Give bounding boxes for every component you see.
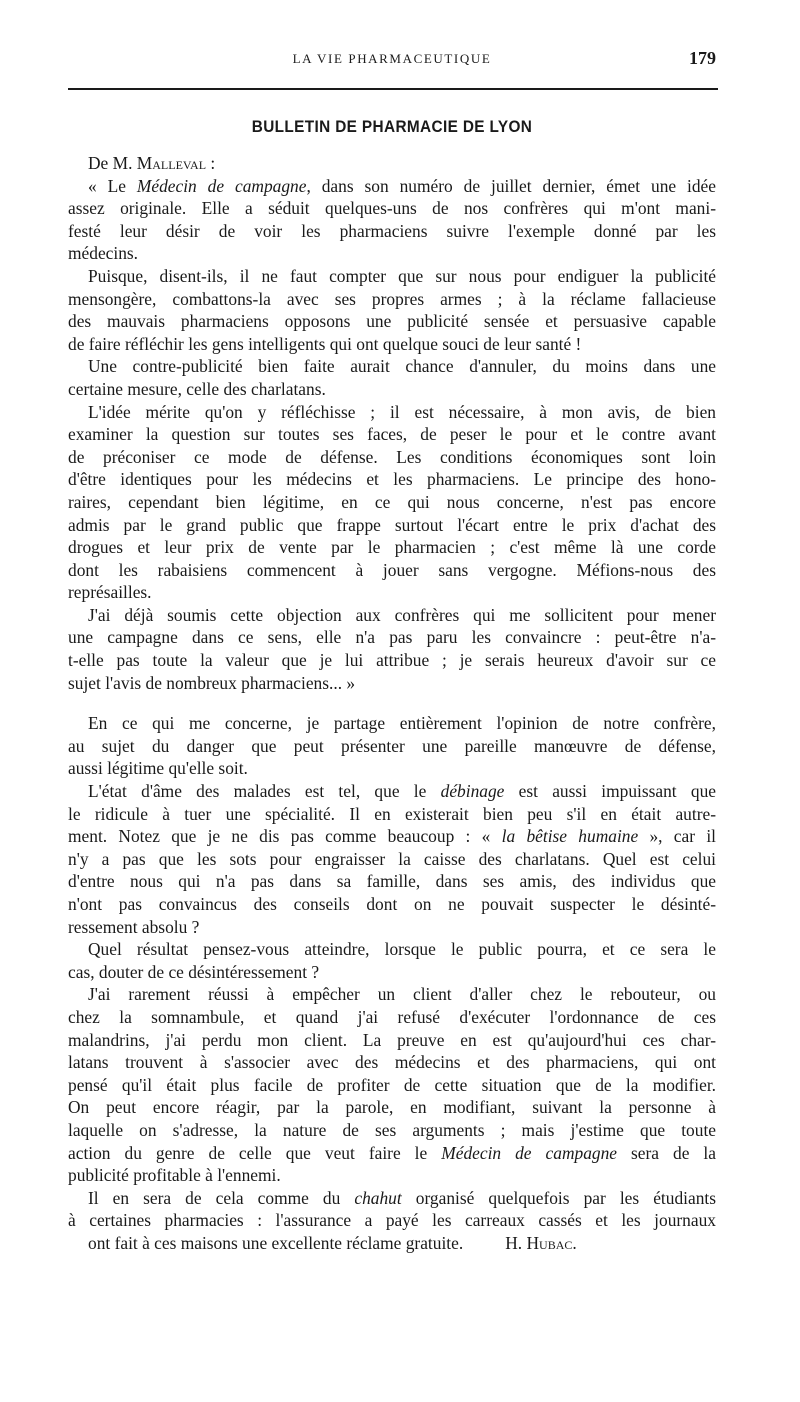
text-segment: « Le xyxy=(88,175,137,196)
article-title: BULLETIN DE PHARMACIE DE LYON xyxy=(251,118,533,136)
signature: H. Hubac. xyxy=(505,1232,577,1253)
section-gap xyxy=(68,694,716,712)
text-line: représailles. xyxy=(68,582,152,603)
italic-term: chahut xyxy=(354,1187,402,1208)
text-line xyxy=(68,825,716,848)
text-line: des mauvais pharmaciens opposons une publicité sensée et persuasive capable xyxy=(68,311,716,332)
text-line xyxy=(68,1142,716,1165)
text-line: J'ai rarement réussi à empêcher un client d'aller chez le rebouteur, ou xyxy=(88,984,716,1005)
text-line: Une contre-publicité bien faite aurait chance d'annuler, du moins dans une xyxy=(88,356,716,377)
author-reply xyxy=(68,712,716,1232)
text-line: médecins. xyxy=(68,243,139,264)
text-line: t-elle pas toute la valeur que je lui attribue ; je serais heureux d'avoir sur ce xyxy=(68,650,716,671)
text-line: Puisque, disent-ils, il ne faut compter que sur nous pour endiguer la publicité xyxy=(88,265,716,286)
text-line: laquelle on s'adresse, la nature de ses arguments ; mais j'estime que toute xyxy=(68,1119,716,1140)
text-line: ressement absolu ? xyxy=(68,916,200,937)
text-line: publicité profitable à l'ennemi. xyxy=(68,1165,281,1186)
byline xyxy=(68,152,716,175)
text-line: festé leur désir de voir les pharmaciens suivre l'exemple donné par les xyxy=(68,220,716,241)
text-line: J'ai déjà soumis cette objection aux confrères qui me sollicitent pour mener xyxy=(88,604,716,625)
text-segment: Il en sera de cela comme du xyxy=(88,1187,355,1208)
text-line: mensongère, combattons-la avec ses propres armes ; à la réclame fallacieuse xyxy=(68,288,716,309)
text-line: malandrins, j'ai perdu mon client. La preuve en est qu'aujourd'hui ces char- xyxy=(68,1029,716,1050)
text-line: admis par le grand public que frappe surtout l'écart entre le prix d'achat des xyxy=(68,514,716,535)
italic-term: Médecin de campagne xyxy=(441,1142,617,1163)
byline-suffix: : xyxy=(206,153,216,173)
article-body xyxy=(68,152,716,1255)
text-line: latans trouvent à s'associer avec des médecins et des pharmaciens, qui ont xyxy=(68,1052,716,1073)
text-segment: », car il xyxy=(638,826,716,847)
text-line: drogues et leur prix de vente par le pharmacien ; c'est même là une corde xyxy=(68,537,716,558)
text-line: une campagne dans ce sens, elle n'a pas paru les convaincre : peut-être n'a- xyxy=(68,627,716,648)
text-line: examiner la question sur toutes ses faces, de peser le pour et le contre avant xyxy=(68,424,716,445)
italic-term: Médecin de campagne xyxy=(136,175,307,196)
text-line: assez originale. Elle a séduit quelques-uns de nos confrères qui m'ont mani- xyxy=(68,198,716,219)
text-line xyxy=(68,1187,716,1210)
text-segment: L'état d'âme des malades est tel, que le xyxy=(88,781,441,802)
page-header xyxy=(68,48,716,72)
closing-text: ont fait à ces maisons une excellente réclame gratuite. xyxy=(88,1232,464,1253)
text-line: dont les rabaisiens commencent à jouer sans vergogne. Méfions-nous des xyxy=(68,559,716,580)
closing-line xyxy=(68,1232,716,1255)
text-line: de préconiser ce mode de défense. Les conditions économiques sont loin xyxy=(68,446,716,467)
text-line: au sujet du danger que peut présenter une pareille manœuvre de défense, xyxy=(68,735,716,756)
running-title: LA VIE PHARMACEUTIQUE xyxy=(292,51,492,66)
text-line: le ridicule à tuer une spécialité. Il en existerait bien peu s'il en était autre- xyxy=(68,803,716,824)
text-line: raires, cependant bien légitime, en ce qui nous concerne, n'est pas encore xyxy=(68,491,716,512)
italic-term: débinage xyxy=(440,781,505,802)
text-line: L'idée mérite qu'on y réfléchisse ; il est nécessaire, à mon avis, de bien xyxy=(88,401,716,422)
page-number: 179 xyxy=(689,48,716,68)
text-line: certaine mesure, celle des charlatans. xyxy=(68,378,326,399)
text-segment: ment. Notez que je ne dis pas comme beaucoup : « xyxy=(68,826,502,847)
text-segment: , dans son numéro de juillet dernier, émet une idée xyxy=(306,175,716,196)
text-line: d'être identiques pour les médecins et les pharmaciens. Le principe des hono- xyxy=(68,469,716,490)
text-line: chez la somnambule, et quand j'ai refusé d'exécuter l'ordonnance de ces xyxy=(68,1006,716,1027)
byline-prefix: De M. xyxy=(88,153,133,173)
text-line: pensé qu'il était plus facile de profiter de cette situation que de la modifier. xyxy=(68,1074,716,1095)
text-line: Quel résultat pensez-vous atteindre, lorsque le public pourra, et ce sera le xyxy=(88,939,716,960)
text-line: aussi légitime qu'elle soit. xyxy=(68,758,248,779)
text-line: n'y a pas que les sots pour engraisser la caisse des charlatans. Quel est celui xyxy=(68,848,716,869)
text-line: à certaines pharmacies : l'assurance a payé les carreaux cassés et les journaux xyxy=(68,1210,716,1231)
text-segment: organisé quelquefois par les étudiants xyxy=(401,1187,716,1208)
text-line: cas, douter de ce désintéressement ? xyxy=(68,961,320,982)
text-segment: sera de la xyxy=(617,1142,716,1163)
header-rule xyxy=(68,88,718,90)
text-line: On peut encore réagir, par la parole, en modifiant, suivant la personne à xyxy=(68,1097,716,1118)
quoted-letter xyxy=(68,175,716,695)
italic-term: la bêtise humaine xyxy=(501,826,639,847)
text-segment: action du genre de celle que veut faire le xyxy=(68,1142,442,1163)
text-segment: est aussi impuissant que xyxy=(504,781,716,802)
text-line xyxy=(68,175,716,198)
text-line: n'ont pas convaincus des conseils dont on ne pouvait suspecter le désinté- xyxy=(68,894,716,914)
text-line xyxy=(68,780,716,803)
text-line: de faire réfléchir les gens intelligents qui ont quelque souci de leur santé ! xyxy=(68,333,582,354)
text-line: En ce qui me concerne, je partage entièrement l'opinion de notre confrère, xyxy=(88,713,716,734)
author-name: Malleval xyxy=(136,153,207,173)
text-line: d'entre nous qui n'a pas dans sa famille, dans ses amis, des individus que xyxy=(68,871,716,892)
text-line: sujet l'avis de nombreux pharmaciens... » xyxy=(68,672,356,693)
